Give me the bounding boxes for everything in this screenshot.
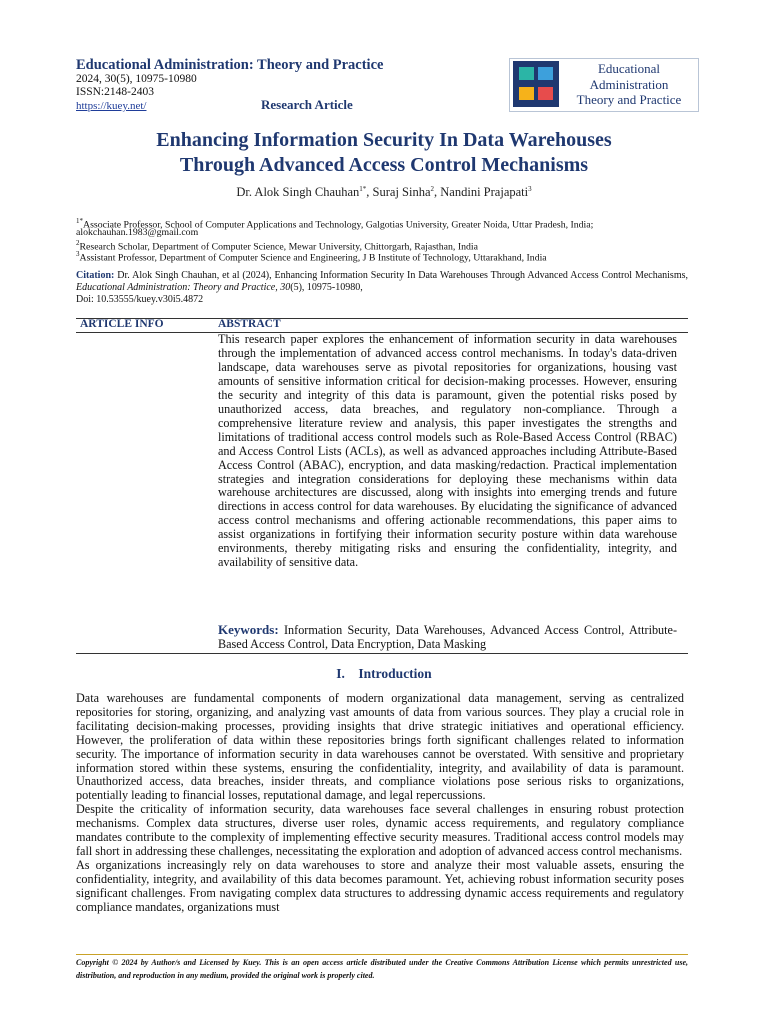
paragraph: Despite the criticality of information security, data warehouses face several challenges in ensuring robust protection mechanisms. Complex data structures, diverse user roles, dynamic access requirements, and regulatory compliance mandates contribute to the complexity of implementing effective security measures. Traditional access control models may fall short in addressing these challenges, necessitating the exploration and adoption of advanced access control mechanisms. [76, 802, 684, 858]
paragraph: As organizations increasingly rely on data warehouses to store and analyze their most valuable assets, ensuring the confidentiality, integrity, and availability of this data becomes paramount. Yet, achieving robust information security poses significant challenges. From navigating complex data structures to addressing dynamic access requirements and regulatory compliance mandates, organizations must [76, 857, 684, 914]
author-list: Dr. Alok Singh Chauhan$^{1*}$, Suraj Sinha$^2$, Nandini Prajapati$^3$ [236, 185, 532, 200]
affiliation-mark: 2 [76, 239, 80, 247]
article-type: Research Article [261, 97, 353, 112]
affiliation-3 [76, 249, 688, 264]
abstract-text: This research paper explores the enhancement of information security in data warehouses through the implementation of advanced access control mechanisms. In today's data-driven landscape, data warehouses serve as pivotal repositories for organizations, housing vast amounts of sensitive information critical for decision-making processes. However, ensuring the security and integrity of this data is paramount, given the potential risks posed by unauthorized access, data breaches, and regulatory non-compliance. Through a comprehensive literature review and analysis, this paper investigates the strengths and limitations of traditional access control models such as Role-Based Access Control (RBAC) and Access Control Lists (ACLs), as well as advanced approaches including Attribute-Based Access Control (ABAC), encryption, and data masking/redaction. Practical implementation strategies and integration considerations for deploying these mechanisms within data warehouse architectures are discussed, along with insights into emerging trends and future directions in access control for data warehouses. By elucidating the significance of advanced access control mechanisms and offering actionable recommendations, this paper aims to assist organizations in fortifying their information security posture within data warehouse environments, thereby mitigating risks and ensuring the confidentiality, integrity, and availability of sensitive data. [218, 332, 677, 570]
logo-mark-icon [513, 61, 559, 107]
author-email: alokchauhan.1983@gmail.com [76, 227, 199, 238]
affiliation-mark: 1* [76, 217, 83, 225]
title-line-1: Enhancing Information Security In Data Warehouses [156, 129, 612, 151]
citation-text: Dr. Alok Singh Chauhan, et al (2024), Enhancing Information Security In Data Warehouses Through Advanced Access Control Mechanisms, [117, 270, 688, 281]
logo-line-2: Administration [589, 76, 669, 92]
copyright-footer: Copyright © 2024 by Author/s and Licensed by Kuey. This is an open access article distributed under the Creative Commons Attribution License which permits unrestricted use, distribution, and reproduction in any medium, provided the original work is properly cited. [76, 958, 688, 980]
divider-bottom [76, 653, 688, 654]
journal-name: Educational Administration: Theory and Practice [76, 57, 384, 73]
section-number: I. [336, 666, 345, 681]
author-name: Suraj Sinha [372, 185, 431, 200]
issn: ISSN:2148-2403 [76, 86, 154, 98]
citation-label: Citation: [76, 270, 115, 281]
citation-block [76, 270, 688, 305]
author-name: Dr. Alok Singh Chauhan [236, 185, 360, 200]
abstract-heading: ABSTRACT [218, 318, 281, 330]
paper-title [40, 128, 728, 178]
journal-logo [509, 58, 699, 112]
article-info-heading: ARTICLE INFO [80, 318, 164, 330]
affiliation-text: Assistant Professor, Department of Computer Science and Engineering, J B Institute of Technology, Uttarakhand, India [79, 252, 547, 264]
issue-line: 2024, 30(5), 10975-10980 [76, 73, 197, 85]
journal-url-link[interactable]: https://kuey.net/ [76, 100, 147, 112]
section-title: Introduction [358, 666, 432, 681]
logo-text [564, 61, 694, 108]
divider-top [76, 318, 688, 319]
author-name: Nandini Prajapati [440, 185, 529, 200]
introduction-body [76, 692, 684, 915]
affiliation-text: Research Scholar, Department of Computer Science, Mewar University, Chittorgarh, Rajasthan, India [79, 241, 478, 253]
affiliation-mark: 3 [76, 250, 80, 258]
footer-divider [76, 954, 688, 955]
keywords-text: Information Security, Data Warehouses, Advanced Access Control, Attribute-Based Access Control, Data Encryption, Data Masking [218, 623, 677, 651]
section-heading [0, 666, 768, 682]
keywords-label: Keywords: [218, 622, 279, 637]
title-line-2: Through Advanced Access Control Mechanisms [179, 154, 589, 176]
paragraph: Data warehouses are fundamental components of modern organizational data management, serving as centralized repositories for storing, organizing, and analyzing vast amounts of data from various sources. They play a crucial role in facilitating decision-making processes, providing insights that drive strategic initiatives and operational efficiency. However, the proliferation of data within these repositories brings forth significant challenges related to information security. The importance of information security in data warehouses cannot be overstated. With sensitive and proprietary information stored within these systems, ensuring the confidentiality, integrity, and availability of data is paramount. Unauthorized access, data breaches, insider threats, and compliance violations pose serious risks to organizations, potentially leading to financial losses, reputational damage, and legal repercussions. [76, 691, 684, 803]
citation-journal: Educational Administration: Theory and Practice, 30 [76, 281, 291, 293]
logo-line-1: Educational [597, 61, 661, 76]
keywords [218, 623, 677, 651]
affiliation-text: Associate Professor, School of Computer Applications and Technology, Galgotias University, Greater Noida, Uttar Pradesh, India; [83, 219, 594, 231]
logo-line-3: Theory and Practice [576, 92, 682, 107]
author-mark: 1* [359, 185, 367, 193]
author-mark: 2 [430, 185, 435, 193]
doi: Doi: 10.53555/kuey.v30i5.4872 [76, 293, 204, 305]
author-mark: 3 [528, 185, 532, 193]
citation-tail: (5), 10975-10980, [290, 281, 363, 293]
